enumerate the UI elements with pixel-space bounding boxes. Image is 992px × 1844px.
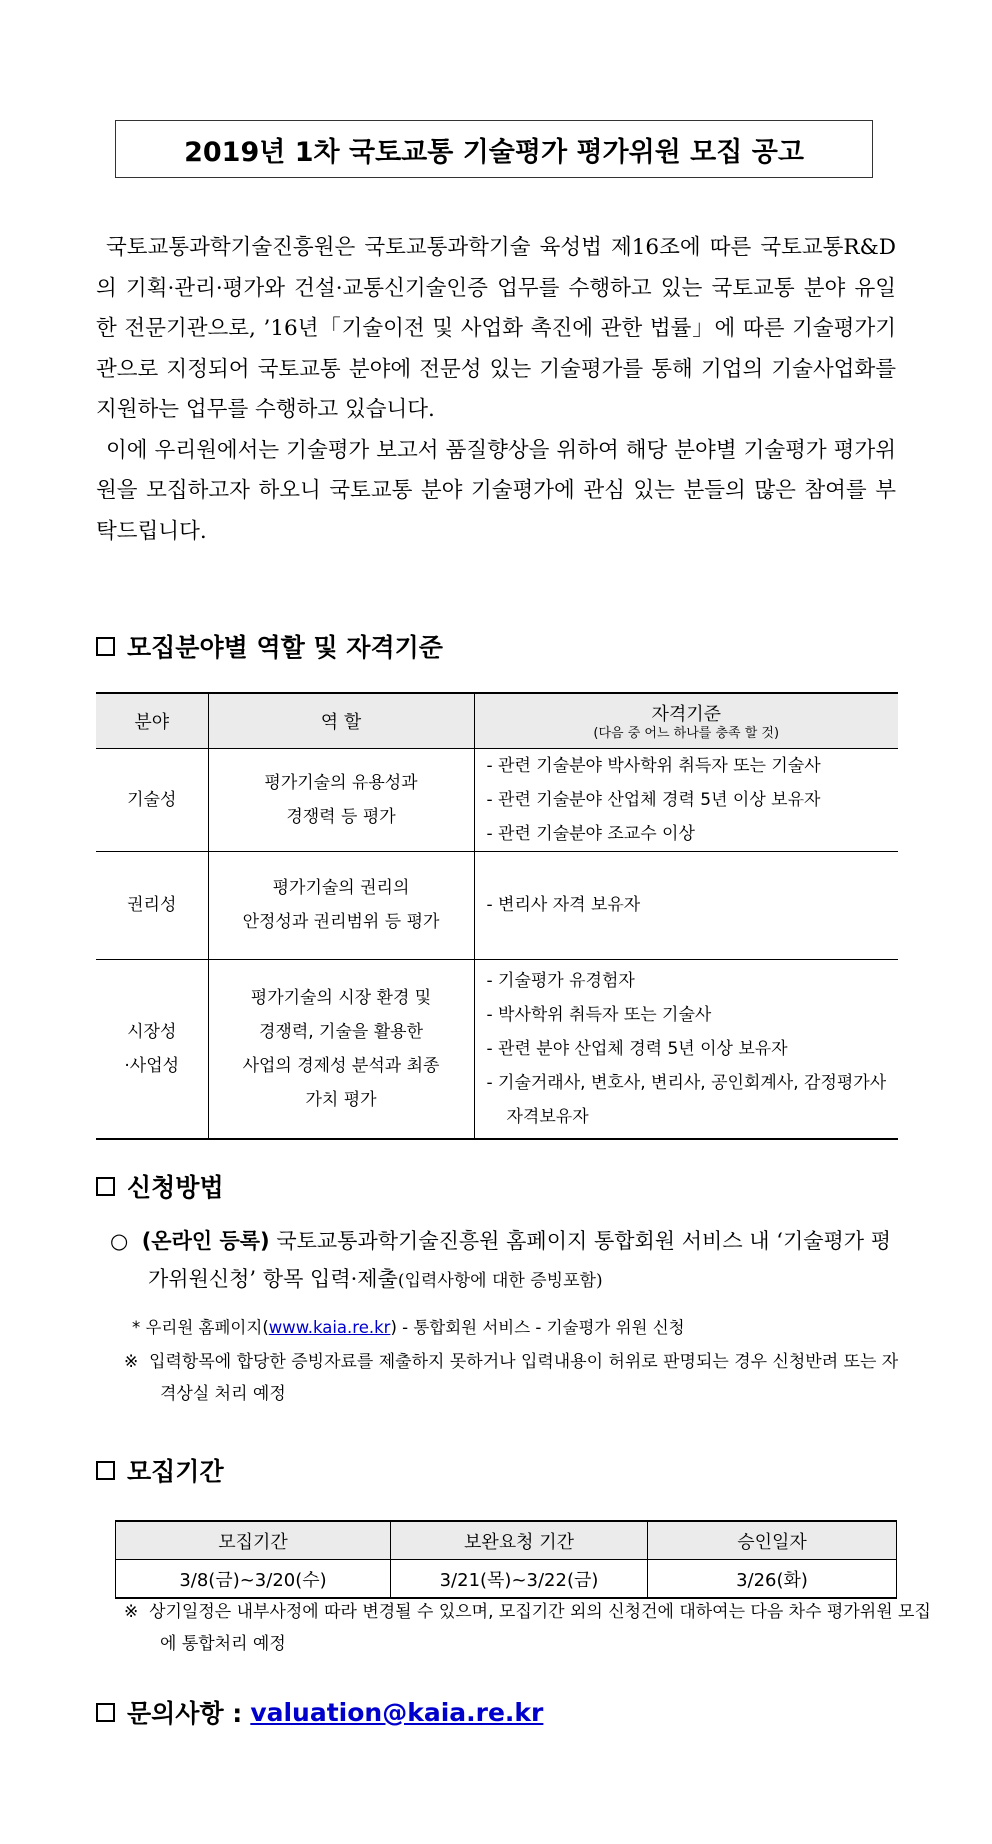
section-period-heading: 모집기간 xyxy=(96,1452,224,1488)
square-bullet-icon xyxy=(96,637,115,656)
criteria-cell: - 기술평가 유경험자 - 박사학위 취득자 또는 기술사 - 관련 분야 산업체 경력 5년 이상 보유자 - 기술거래사, 변호사, 변리사, 공인회계사, 감정평가사 자격보유자 xyxy=(474,959,898,1139)
title-text: 2019년 1차 국토교통 기술평가 평가위원 모집 공고 xyxy=(184,136,804,168)
table-row xyxy=(96,748,898,851)
criteria-cell: - 관련 기술분야 박사학위 취득자 또는 기술사 - 관련 기술분야 산업체 경력 5년 이상 보유자 - 관련 기술분야 조교수 이상 xyxy=(474,748,898,851)
square-bullet-icon xyxy=(96,1703,115,1722)
roles-table-header xyxy=(96,693,898,748)
field-cell: 기술성 xyxy=(96,748,208,851)
table-row xyxy=(96,851,898,959)
intro-paragraph-2: 이에 우리원에서는 기술평가 보고서 품질향상을 위하여 해당 분야별 기술평가 평가위원을 모집하고자 하오니 국토교통 분야 기술평가에 관심 있는 분들의 많은 참여를 부탁드립니다. xyxy=(96,437,896,544)
square-bullet-icon xyxy=(96,1177,115,1196)
criteria-cell: - 변리사 자격 보유자 xyxy=(474,851,898,959)
roles-table xyxy=(96,692,898,1140)
field-cell: 시장성 ·사업성 xyxy=(96,959,208,1139)
section-contact-heading: 문의사항 : valuation@kaia.re.kr xyxy=(96,1694,543,1730)
col-field: 분야 xyxy=(96,693,208,748)
col-role: 역 할 xyxy=(208,693,474,748)
section-method-heading: 신청방법 xyxy=(96,1168,224,1204)
period-header-row: 모집기간 보완요청 기간 승인일자 xyxy=(116,1521,897,1560)
square-bullet-icon xyxy=(96,1461,115,1480)
method-main: ○ (온라인 등록) 국토교통과학기술진흥원 홈페이지 통합회원 서비스 내 ‘기술평가 평가위원신청’ 항목 입력·제출(입력사항에 대한 증빙포함) xyxy=(110,1229,892,1291)
method-note: ※ 입력항목에 합당한 증빙자료를 제출하지 못하거나 입력내용이 허위로 판명되는 경우 신청반려 또는 자격상실 처리 예정 xyxy=(124,1352,899,1404)
application-method xyxy=(110,1222,900,1410)
role-cell: 평가기술의 유용성과 경쟁력 등 평가 xyxy=(208,748,474,851)
contact-email-link[interactable]: valuation@kaia.re.kr xyxy=(250,1697,544,1727)
field-cell: 권리성 xyxy=(96,851,208,959)
announcement-title xyxy=(115,120,873,178)
period-note: ※ 상기일정은 내부사정에 따라 변경될 수 있으며, 모집기간 외의 신청건에 대하여는 다음 차수 평가위원 모집에 통합처리 예정 xyxy=(124,1602,931,1654)
role-cell: 평가기술의 권리의 안정성과 권리범위 등 평가 xyxy=(208,851,474,959)
role-cell: 평가기술의 시장 환경 및 경쟁력, 기술을 활용한 사업의 경제성 분석과 최종 가치 평가 xyxy=(208,959,474,1139)
period-value-row: 3/8(금)~3/20(수) 3/21(목)~3/22(금) 3/26(화) xyxy=(116,1560,897,1599)
website-link[interactable]: www.kaia.re.kr xyxy=(268,1318,391,1337)
col-criteria: 자격기준 (다음 중 어느 하나를 충족 할 것) xyxy=(474,693,898,748)
intro-text xyxy=(96,228,896,552)
period-table xyxy=(115,1520,897,1599)
section-roles-heading: 모집분야별 역할 및 자격기준 xyxy=(96,628,443,664)
circle-bullet-icon: ○ xyxy=(110,1229,129,1253)
website-path: * 우리원 홈페이지(www.kaia.re.kr) - 통합회원 서비스 - 기술평가 위원 신청 xyxy=(132,1318,685,1337)
intro-paragraph-1: 국토교통과학기술진흥원은 국토교통과학기술 육성법 제16조에 따른 국토교통R&D의 기획·관리·평가와 건설·교통신기술인증 업무를 수행하고 있는 국토교통 분야 유일한 전문기관으로, ’16년「기술이전 및 사업화 촉진에 관한 법률」에 따른 기술평가기관으로 지정되어 국토교통 분야에 전문성 있는 기술평가를 통해 기업의 기술사업화를 지원하는 업무를 수행하고 있습니다. xyxy=(96,235,896,422)
table-row xyxy=(96,959,898,1139)
